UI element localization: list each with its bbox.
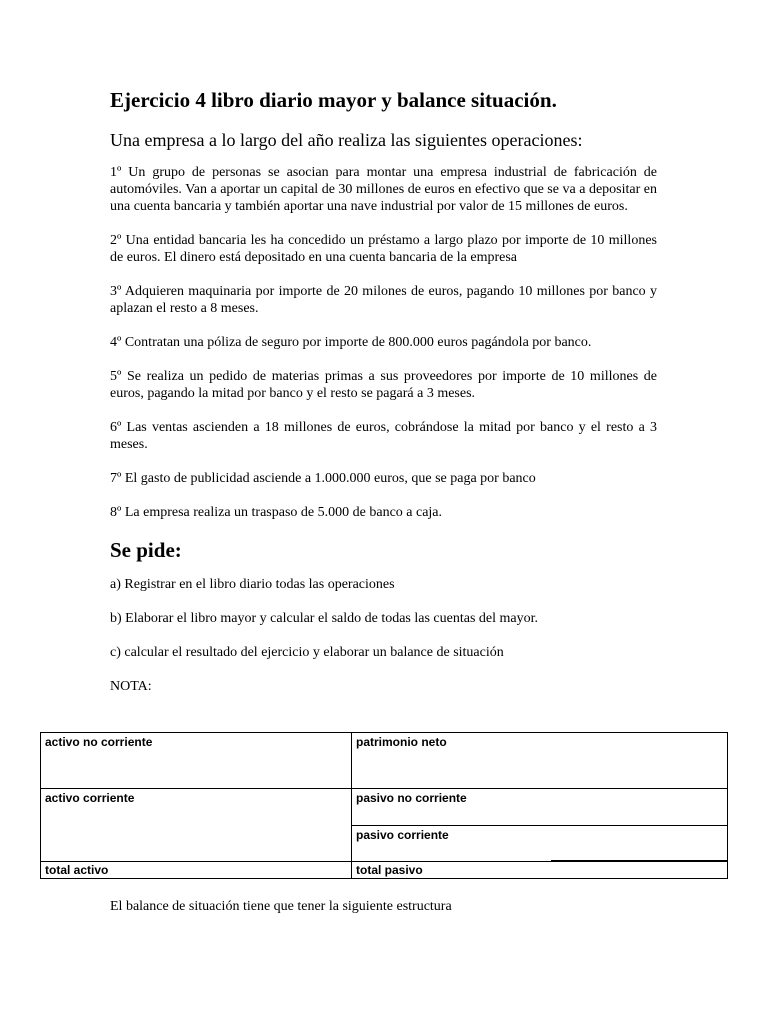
operation-item: 5º Se realiza un pedido de materias primas a sus proveedores por importe de 10 millones de euros, pagando la mitad por banco y el resto se pagará a 3 meses.	[110, 369, 657, 401]
nota-label: NOTA:	[110, 679, 152, 694]
activo-corriente-label: activo corriente	[45, 791, 135, 805]
balance-row-divider	[551, 860, 727, 861]
total-pasivo-label: total pasivo	[356, 863, 423, 877]
total-activo-label: total activo	[45, 863, 109, 877]
patrimonio-neto-label: patrimonio neto	[356, 735, 447, 749]
operations-list	[110, 164, 657, 521]
intro-text: Una empresa a lo largo del año realiza las siguientes operaciones:	[110, 130, 583, 150]
operation-item: 6º Las ventas ascienden a 18 millones de euros, cobrándose la mitad por banco y el resto a 3 meses.	[110, 420, 657, 452]
se-pide-heading: Se pide:	[110, 538, 182, 562]
document-body	[110, 86, 657, 695]
document-title: Ejercicio 4 libro diario mayor y balance situación.	[110, 88, 557, 112]
footer-note: El balance de situación tiene que tener la siguiente estructura	[110, 899, 452, 914]
operation-item: 4º Contratan una póliza de seguro por importe de 800.000 euros pagándola por banco.	[110, 335, 592, 350]
pasivo-no-corriente-label: pasivo no corriente	[356, 791, 467, 805]
operation-item: 2º Una entidad bancaria les ha concedido un préstamo a largo plazo por importe de 10 millones de euros. El dinero está depositado en una cuenta bancaria de la empresa	[110, 233, 657, 265]
operation-item: 8º La empresa realiza un traspaso de 5.000 de banco a caja.	[110, 505, 443, 520]
operation-item: 3º Adquieren maquinaria por importe de 20 milones de euros, pagando 10 millones por banco y aplazan el resto a 8 meses.	[110, 284, 657, 316]
pasivo-corriente-label: pasivo corriente	[356, 828, 449, 842]
task-item: c) calcular el resultado del ejercicio y elaborar un balance de situación	[110, 645, 504, 660]
balance-table	[40, 732, 728, 879]
operation-item: 1º Un grupo de personas se asocian para montar una empresa industrial de fabricación de automóviles. Van a aportar un capital de 30 millones de euros en efectivo que se va a depositar en una cuenta bancaria y también aportar una nave industrial por valor de 15 millones de euros.	[110, 165, 657, 214]
task-item: a) Registrar en el libro diario todas las operaciones	[110, 577, 395, 592]
activo-no-corriente-label: activo no corriente	[45, 735, 153, 749]
task-item: b) Elaborar el libro mayor y calcular el saldo de todas las cuentas del mayor.	[110, 611, 539, 626]
operation-item: 7º El gasto de publicidad asciende a 1.000.000 euros, que se paga por banco	[110, 471, 536, 486]
